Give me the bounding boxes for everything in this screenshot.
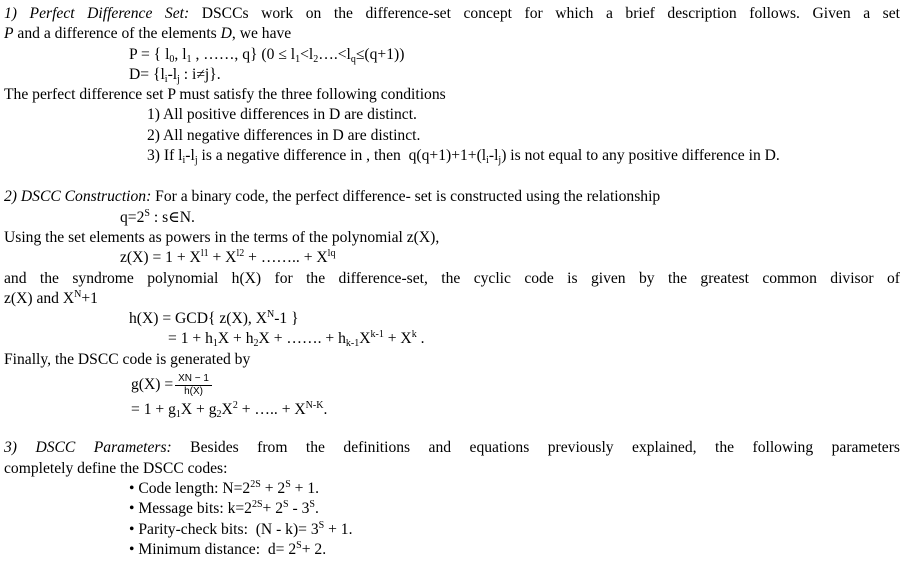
- s2-line-1: 2) DSCC Construction: For a binary code, the perfect difference- set is constructed using the relationship: [4, 188, 661, 206]
- condition-3: 3) If $l_i-l_j$ is a negative difference in , then $q(q+1)+1+(l_i-l_j)$ is not equal to any positive difference in D.: [147, 147, 780, 167]
- param-code-length: • Code length: $N=2^{2S} + 2^S + 1$.: [129, 478, 320, 497]
- s3-line-1: 3) DSCC Parameters: Besides from the definitions and equations previously explained, the following parameters: [4, 439, 900, 457]
- equation-q: $q=2^S$ : s∈N.: [120, 207, 195, 226]
- paper-excerpt: [4, 4, 900, 560]
- equation-z: $z(X) = 1 + X^{l1} + X^{l2}$ + …….. + $X^{lq}$: [120, 248, 336, 267]
- s2-line-5: and the syndrome polynomial h(X) for the difference-set, the cyclic code is given by the greatest common divisor of: [4, 269, 900, 287]
- s1-conditions-intro: The perfect difference set P must satisfy the three following conditions: [4, 86, 446, 104]
- equation-g-1: g(X) = $\frac{XN - 1}{h(X)}$: [4, 370, 900, 400]
- s2-heading: 2) DSCC Construction:: [4, 188, 152, 206]
- param-parity-check-bits: • Parity-check bits: $(N - k)= 3^S + 1$.: [129, 519, 353, 538]
- s3-line-2: completely define the DSCC codes:: [4, 459, 228, 477]
- param-minimum-distance: • Minimum distance: $d= 2^S+ 2$.: [129, 539, 327, 558]
- s2-line-9: Finally, the DSCC code is generated by: [4, 350, 251, 368]
- s1-line-2: P and a difference of the elements D, we have: [4, 25, 292, 43]
- s2-line-6: z(X) and $X^N+1$: [4, 288, 98, 307]
- equation-g-2: = $1 + g_1X + g_2X^2$ + ….. + $X^{N-K}$.: [131, 400, 328, 421]
- equation-h-2: = $1 + h_1X + h_2X$ + ……. + $h_{k-1}X^{k-1} + X^k$ .: [168, 329, 425, 350]
- fraction: $\frac{XN - 1}{h(X)}$: [175, 373, 212, 398]
- s2-line-3: Using the set elements as powers in the terms of the polynomial z(X),: [4, 228, 440, 246]
- condition-1: 1) All positive differences in D are distinct.: [147, 106, 417, 124]
- condition-2: 2) All negative differences in D are distinct.: [147, 126, 421, 144]
- equation-h-1: h(X) = GCD{ z(X), $X^N-1$ }: [129, 309, 299, 328]
- s1-line-1: 1) Perfect Difference Set: DSCCs work on the difference-set concept for which a brief description follows. Given a set: [4, 5, 901, 22]
- s3-heading: 3) DSCC Parameters:: [4, 439, 172, 457]
- equation-set-p: P = { $l_0$, $l_1$ , ……, q} $(0 \le l_1<l_2\dots.<l_q\le(q+1))$: [129, 45, 405, 65]
- param-message-bits: • Message bits: $k=2^{2S}+ 2^S - 3^S$.: [129, 499, 319, 518]
- s1-heading: 1) Perfect Difference Set:: [4, 5, 190, 22]
- equation-set-d: $D= \{l_i-l_j$ : i≠j}.: [129, 65, 221, 85]
